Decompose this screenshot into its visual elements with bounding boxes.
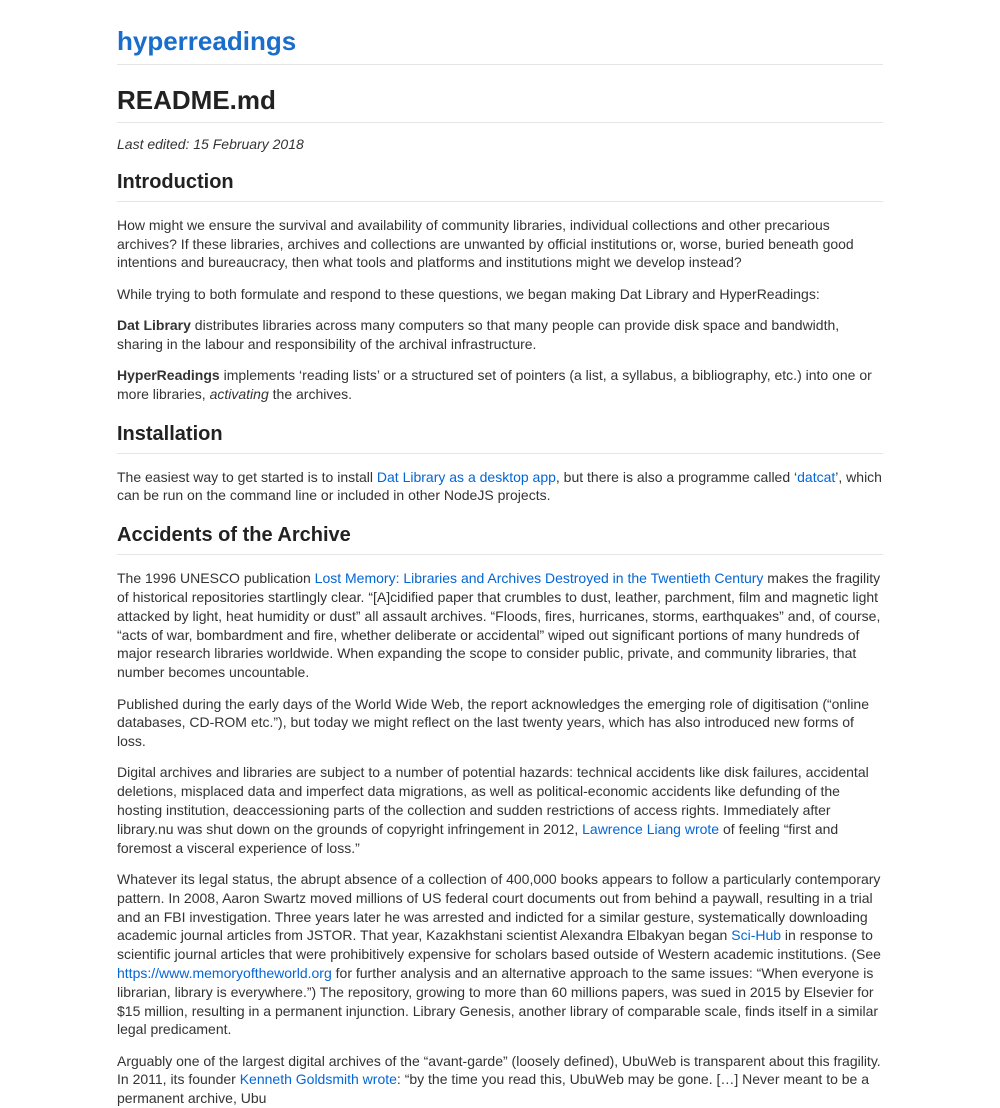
installation-text-a: The easiest way to get started is to install — [117, 468, 377, 485]
accidents-p1-text-a: The 1996 UNESCO publication — [117, 570, 315, 587]
intro-paragraph-4 — [117, 366, 883, 404]
site-title-link[interactable]: hyperreadings — [117, 0, 883, 65]
accidents-p5-text-a: Arguably one of the largest digital archives of the “avant-garde” (loosely defined), UbuWeb is transparent about this fragility. In 2011, its founder — [117, 1052, 881, 1088]
accidents-p3-text-a: Digital archives and libraries are subject to a number of potential hazards: technical accidents like disk failures, accidental deletions, misplaced data and imperfect data migrations, as well as political-economic accidents like defunding of the hosting institution, deaccessioning parts of the collection and sudden restrictions of access rights. Immediately after library.nu was shut down on the grounds of copyright infringement in 2012, — [117, 764, 869, 837]
activating-emphasis: activating — [209, 385, 269, 402]
last-edited: Last edited: 15 February 2018 — [117, 136, 304, 152]
installation-text-b: , but there is also a programme called ‘ — [555, 468, 798, 485]
dat-library-term: Dat Library — [117, 316, 191, 333]
accidents-p1-text-b: makes the fragility of historical repositories startlingly clear. “[A]cidified paper that crumbles to dust, leather, parchment, film and magnetic light attacked by light, heat humidity or dust” all assault archives. “Floods, fires, hurricanes, storms, earthquakes” and, of course, “acts of war, bombardment and fire, whether deliberate or accidental” wiped out significant portions of many hundreds of major research libraries worldwide. When expanding the scope to consider public, private, and community libraries, that number becomes uncountable. — [117, 570, 881, 681]
accidents-p5-text-b: : “by the time you read this, UbuWeb may be gone. […] Never meant to be a permanent archive, Ubu — [117, 1071, 870, 1107]
introduction-heading: Introduction — [117, 170, 883, 202]
dat-library-desktop-link[interactable]: Dat Library as a desktop app — [376, 468, 556, 485]
accidents-p4-text-a: Whatever its legal status, the abrupt absence of a collection of 400,000 books appears to follow a particularly contemporary pattern. In 2008, Aaron Swartz moved millions of US federal court documents out from behind a paywall, resulting in a trial and an FBI investigation. Three years later he was arrested and indicted for a similar gesture, systematically downloading academic journal articles from JSTOR. That year, Kazakhstani scientist Alexandra Elbakyan began — [117, 870, 881, 944]
accidents-p4-text-b: in response to scientific journal articles that were prohibitively expensive for scholars based outside of Western academic institutions. (See — [117, 927, 881, 963]
accidents-paragraph-3 — [117, 763, 883, 857]
installation-heading: Installation — [117, 422, 883, 454]
accidents-paragraph-1 — [117, 569, 883, 682]
dat-library-description: distributes libraries across many computers so that many people can provide disk space and bandwidth, sharing in the labour and responsibility of the archival infrastructure. — [117, 316, 840, 352]
page-title: README.md — [117, 65, 883, 123]
readme-page — [117, 0, 883, 1108]
kenneth-goldsmith-link[interactable]: Kenneth Goldsmith wrote — [239, 1071, 397, 1088]
installation-paragraph — [117, 468, 883, 506]
memory-of-the-world-link[interactable]: https://www.memoryoftheworld.org — [117, 964, 332, 981]
intro-paragraph-2: While trying to both formulate and respond to these questions, we began making Dat Library and HyperReadings: — [117, 285, 820, 302]
accidents-paragraph-5 — [117, 1052, 883, 1108]
hyperreadings-term: HyperReadings — [117, 367, 220, 384]
intro-paragraph-1: How might we ensure the survival and availability of community libraries, individual collections and other precarious archives? If these libraries, archives and collections are unwanted by official institutions or, worse, buried beneath good intentions and bureaucracy, then what tools and platforms and institutions might we develop instead? — [117, 216, 854, 271]
hyperreadings-description-end: the archives. — [268, 385, 353, 402]
installation-text-c: ’, which can be run on the command line or included in other NodeJS projects. — [117, 468, 882, 504]
intro-paragraph-3 — [117, 316, 883, 354]
accidents-paragraph-2: Published during the early days of the World Wide Web, the report acknowledges the emerging role of digitisation (“online databases, CD-ROM etc.”), but today we might reflect on the last twenty years, which has also introduced new forms of loss. — [117, 695, 870, 750]
accidents-p3-text-b: of feeling “first and foremost a visceral experience of loss.” — [117, 820, 839, 856]
lost-memory-link[interactable]: Lost Memory: Libraries and Archives Destroyed in the Twentieth Century — [314, 570, 764, 587]
datcat-link[interactable]: datcat — [797, 468, 836, 485]
accidents-heading: Accidents of the Archive — [117, 523, 883, 555]
lawrence-liang-link[interactable]: Lawrence Liang wrote — [582, 820, 720, 837]
hyperreadings-description: implements ‘reading lists’ or a structured set of pointers (a list, a syllabus, a bibliography, etc.) into one or more libraries, — [117, 367, 872, 402]
accidents-p4-text-c: for further analysis and an alternative approach to the same issues: “When everyone is librarian, library is everywhere.”) The repository, growing to more than 60 millions papers, was sued in 2015 by Elsevier for $15 million, resulting in a permanent injunction. Library Genesis, another library of comparable scale, finds itself in a similar legal predicament. — [117, 964, 879, 1038]
sci-hub-link[interactable]: Sci-Hub — [731, 927, 782, 944]
accidents-paragraph-4 — [117, 870, 883, 1039]
